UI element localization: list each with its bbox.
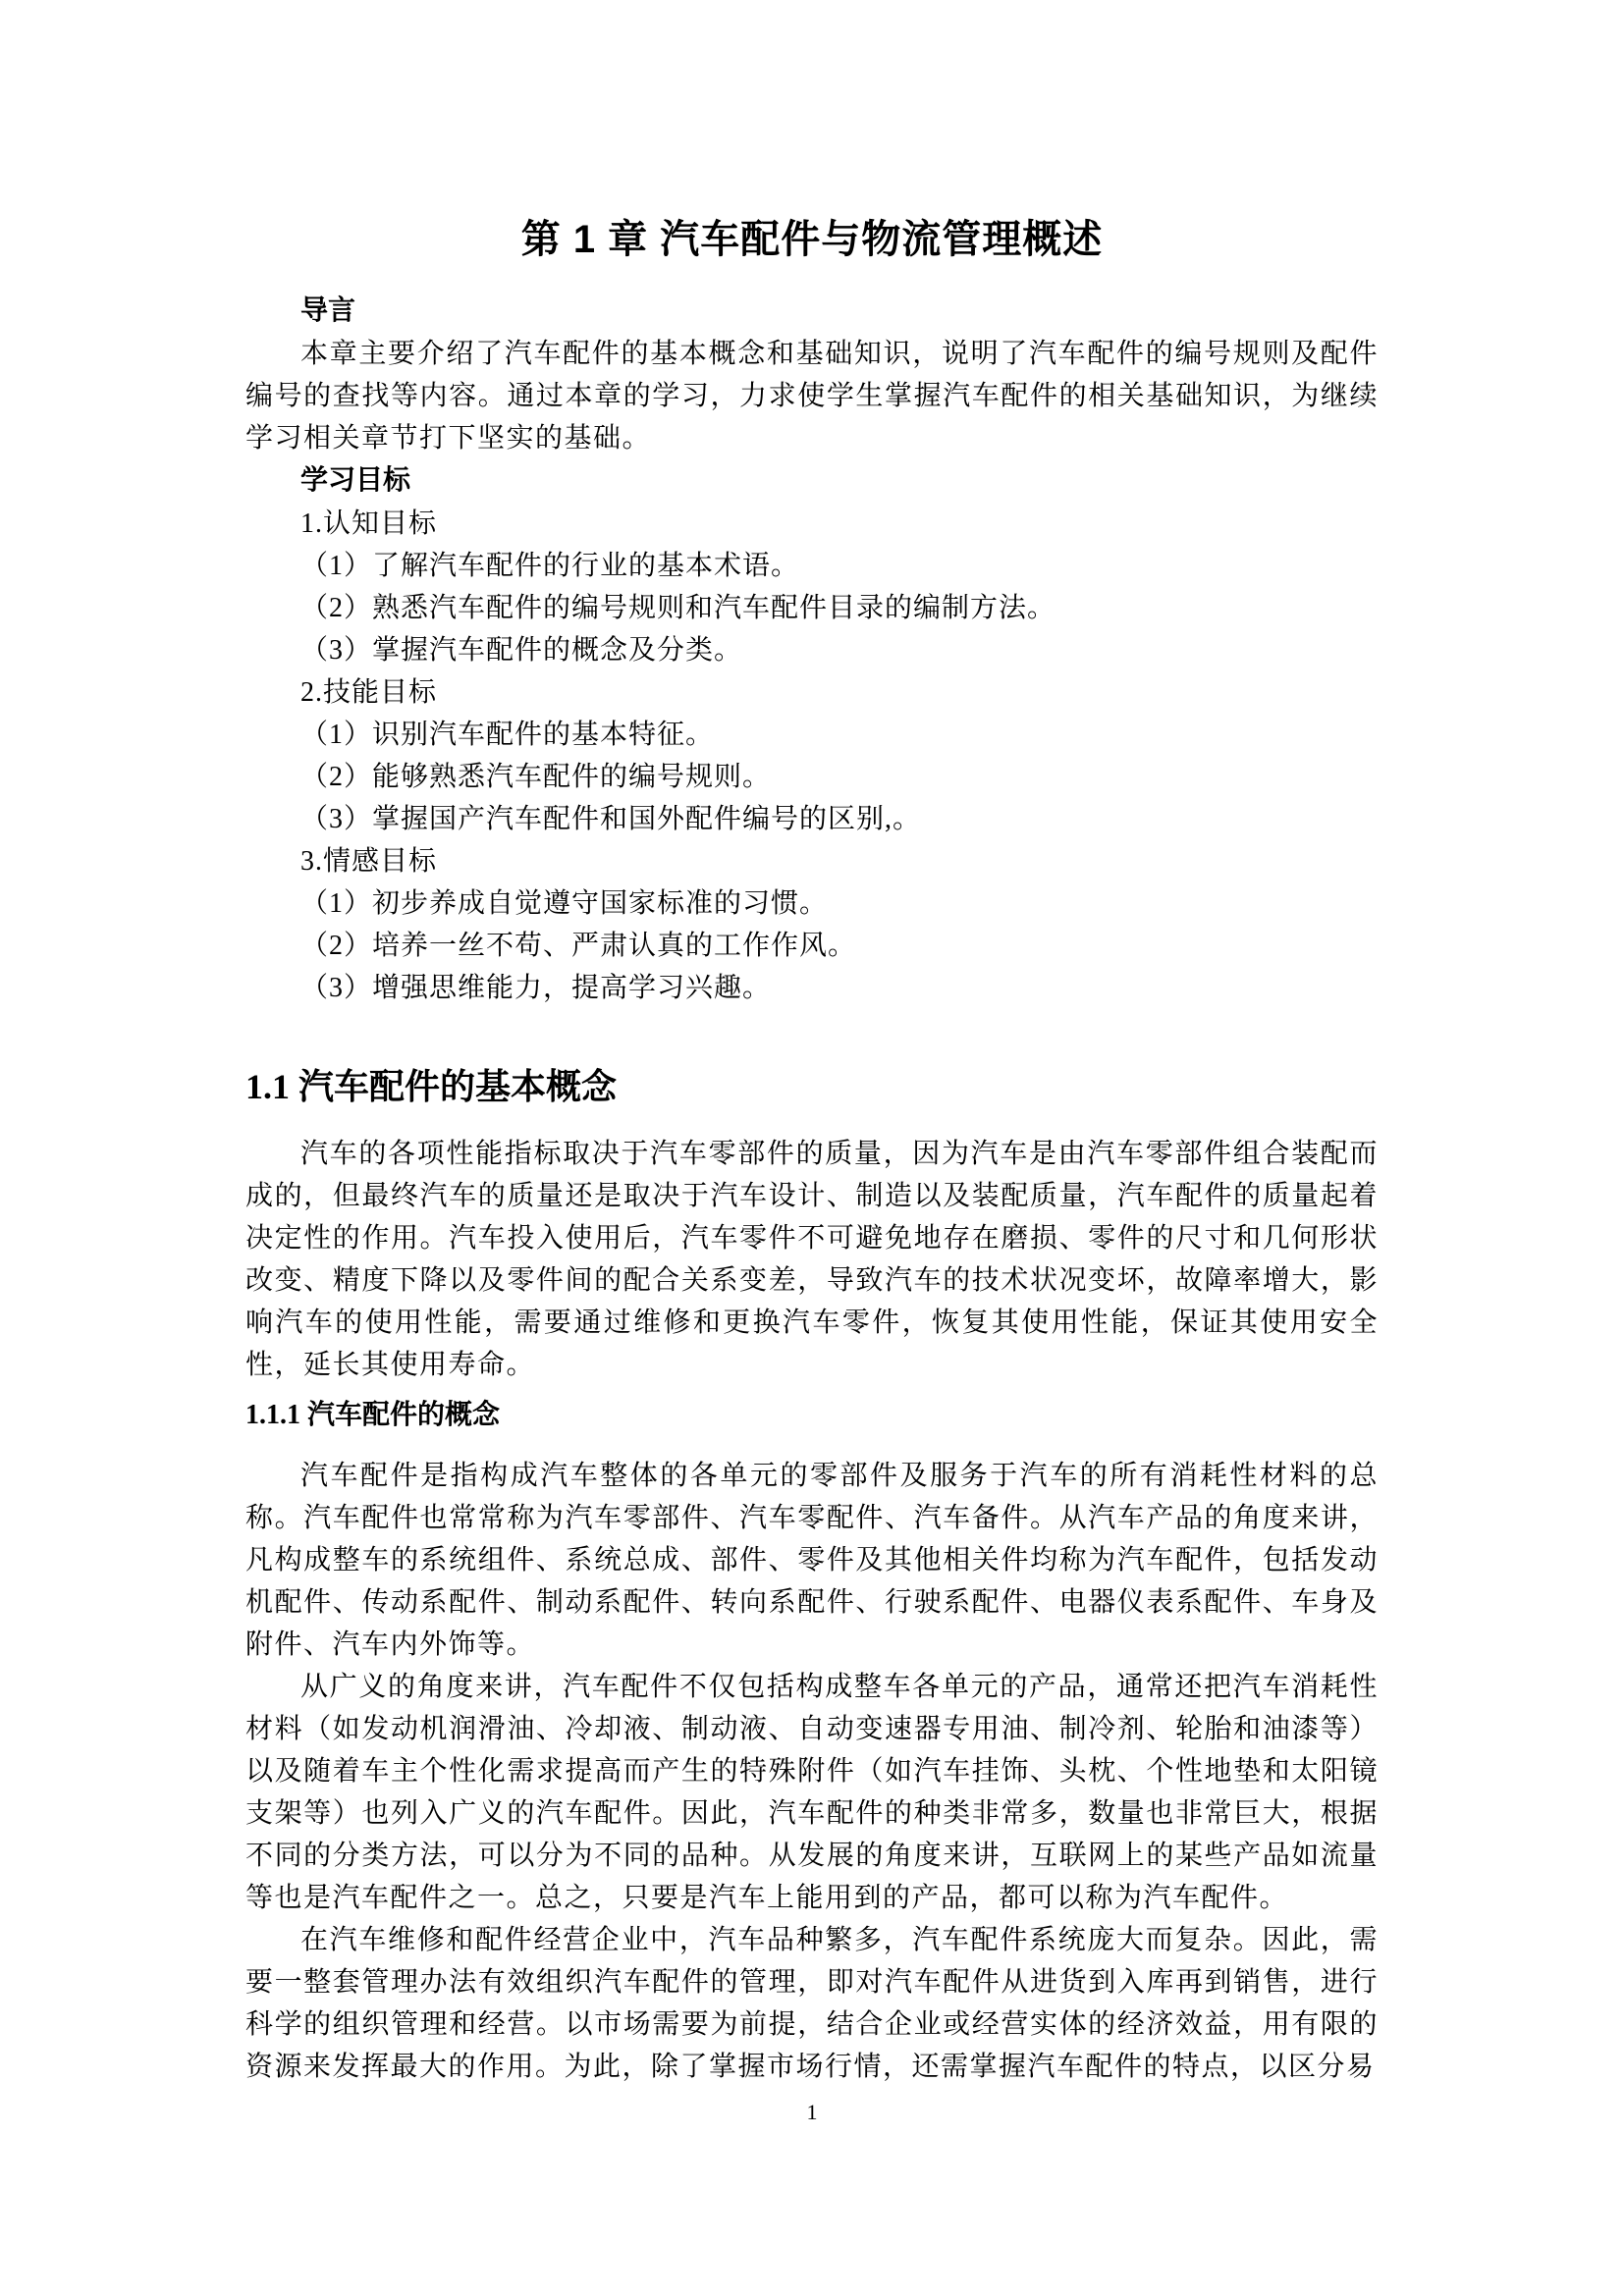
section-heading-1-1: 1.1 汽车配件的基本概念 xyxy=(245,1067,618,1106)
objective-item: 1.认知目标 xyxy=(300,508,438,539)
objective-item: （2）熟悉汽车配件的编号规则和汽车配件目录的编制方法。 xyxy=(300,593,1056,623)
objective-item: 3.情感目标 xyxy=(300,846,438,877)
objective-item: （3）掌握国产汽车配件和国外配件编号的区别,。 xyxy=(300,804,922,834)
intro-paragraph: 本章主要介绍了汽车配件的基本概念和基础知识，说明了汽车配件的编号规则及配件编号的查找等内容。通过本章的学习，力求使学生掌握汽车配件的相关基础知识，为继续学习相关章节打下坚实的基础。 xyxy=(245,339,1379,454)
objective-item: 2.技能目标 xyxy=(300,677,438,708)
subsection-paragraph: 汽车配件是指构成汽车整体的各单元的零部件及服务于汽车的所有消耗性材料的总称。汽车配件也常常称为汽车零部件、汽车零配件、汽车备件。从汽车产品的角度来讲，凡构成整车的系统组件、系统总成、部件、零件及其他相关件均称为汽车配件，包括发动机配件、传动系配件、制动系配件、转向系配件、行驶系配件、电器仪表系配件、车身及附件、汽车内外饰等。 xyxy=(245,1461,1379,1660)
objective-item: （2）能够熟悉汽车配件的编号规则。 xyxy=(300,762,772,792)
chapter-title: 第 1 章 汽车配件与物流管理概述 xyxy=(520,218,1104,261)
intro-heading: 导言 xyxy=(300,295,356,326)
objectives-list xyxy=(245,503,1379,1009)
objective-item: （1）初步养成自觉遵守国家标准的习惯。 xyxy=(300,888,829,919)
section-1-1 xyxy=(245,1064,1379,2088)
subsection-paragraph: 在汽车维修和配件经营企业中，汽车品种繁多，汽车配件系统庞大而复杂。因此，需要一整套管理办法有效组织汽车配件的管理，即对汽车配件从进货到入库再到销售，进行科学的组织管理和经营。以市场需要为前提，结合企业或经营实体的经济效益，用有限的资源来发挥最大的作用。为此，除了掌握市场行情，还需掌握汽车配件的特点，以区分易 xyxy=(245,1925,1379,2082)
objective-item: （1）了解汽车配件的行业的基本术语。 xyxy=(300,551,800,581)
objective-item: （3）增强思维能力，提高学习兴趣。 xyxy=(300,973,772,1003)
objective-item: （1）识别汽车配件的基本特征。 xyxy=(300,720,715,750)
section-1-1-paragraph: 汽车的各项性能指标取决于汽车零部件的质量，因为汽车是由汽车零部件组合装配而成的，但最终汽车的质量还是取决于汽车设计、制造以及装配质量，汽车配件的质量起着决定性的作用。汽车投入使用后，汽车零件不可避免地存在磨损、零件的尺寸和几何形状改变、精度下降以及零件间的配合关系变差，导致汽车的技术状况变坏，故障率增大，影响汽车的使用性能，需要通过维修和更换汽车零件，恢复其使用性能，保证其使用安全性，延长其使用寿命。 xyxy=(245,1139,1379,1380)
objective-item: （3）掌握汽车配件的概念及分类。 xyxy=(300,635,743,666)
objective-item: （2）培养一丝不苟、严肃认真的工作作风。 xyxy=(300,931,857,961)
page-number: 1 xyxy=(806,2100,818,2124)
objectives-heading: 学习目标 xyxy=(300,465,411,496)
intro-section xyxy=(245,290,1379,1009)
subsection-heading-1-1-1: 1.1.1 汽车配件的概念 xyxy=(245,1400,501,1430)
subsection-paragraph: 从广义的角度来讲，汽车配件不仅包括构成整车各单元的产品，通常还把汽车消耗性材料（如发动机润滑油、冷却液、制动液、自动变速器专用油、制冷剂、轮胎和油漆等）以及随着车主个性化需求提高而产生的特殊附件（如汽车挂饰、头枕、个性地垫和太阳镜支架等）也列入广义的汽车配件。因此，汽车配件的种类非常多，数量也非常巨大，根据不同的分类方法，可以分为不同的品种。从发展的角度来讲，互联网上的某些产品如流量等也是汽车配件之一。总之，只要是汽车上能用到的产品，都可以称为汽车配件。 xyxy=(245,1672,1379,1913)
